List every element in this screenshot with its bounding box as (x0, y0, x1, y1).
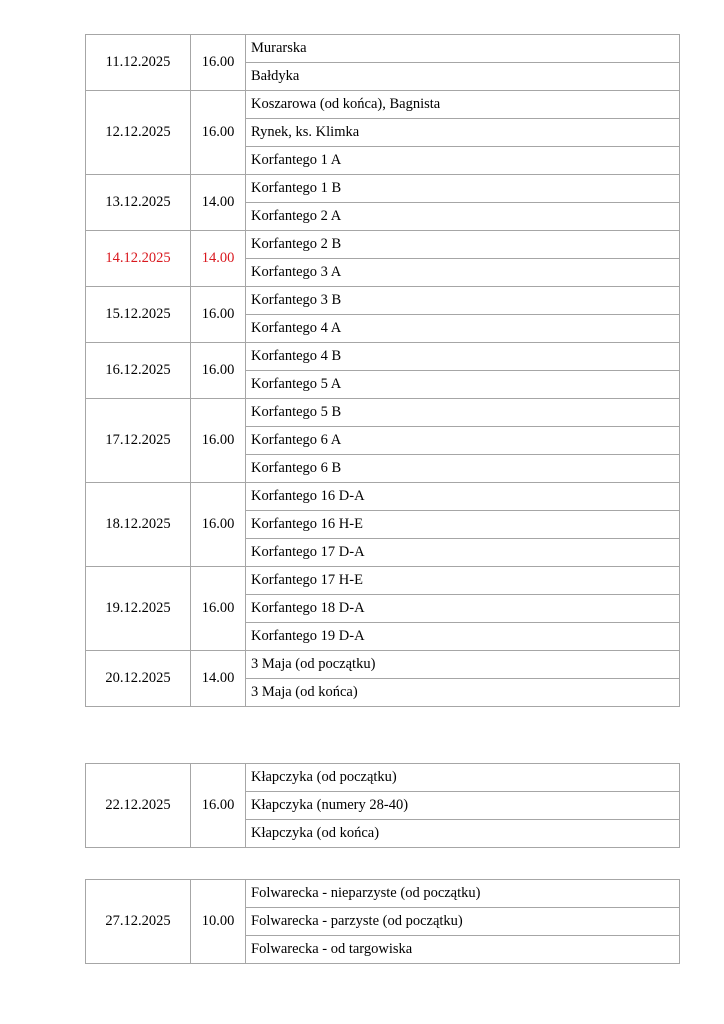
table-row (86, 35, 680, 63)
time-cell: 14.00 (191, 651, 246, 707)
street-cell: Korfantego 6 B (246, 455, 680, 483)
date-cell: 27.12.2025 (86, 880, 191, 964)
street-cell: Korfantego 4 A (246, 315, 680, 343)
table-row (86, 175, 680, 203)
street-cell: Folwarecka - parzyste (od początku) (246, 908, 680, 936)
date-cell: 15.12.2025 (86, 287, 191, 343)
street-cell: 3 Maja (od końca) (246, 679, 680, 707)
table-row (86, 91, 680, 119)
time-cell: 14.00 (191, 175, 246, 231)
street-cell: Korfantego 2 B (246, 231, 680, 259)
street-cell: Korfantego 19 D-A (246, 623, 680, 651)
street-cell: Korfantego 16 H-E (246, 511, 680, 539)
date-cell: 17.12.2025 (86, 399, 191, 483)
time-cell: 16.00 (191, 483, 246, 567)
date-cell: 13.12.2025 (86, 175, 191, 231)
street-cell: Kłapczyka (od końca) (246, 820, 680, 848)
time-cell: 14.00 (191, 231, 246, 287)
date-cell: 20.12.2025 (86, 651, 191, 707)
street-cell: Korfantego 3 B (246, 287, 680, 315)
street-cell: Korfantego 2 A (246, 203, 680, 231)
street-cell: Korfantego 17 H-E (246, 567, 680, 595)
schedule-table-2 (85, 763, 680, 848)
street-cell: Bałdyka (246, 63, 680, 91)
table-row (86, 483, 680, 511)
date-cell: 19.12.2025 (86, 567, 191, 651)
time-cell: 16.00 (191, 91, 246, 175)
schedule-table-3 (85, 879, 680, 964)
street-cell: Folwarecka - od targowiska (246, 936, 680, 964)
date-cell: 16.12.2025 (86, 343, 191, 399)
time-cell: 16.00 (191, 764, 246, 848)
time-cell: 16.00 (191, 287, 246, 343)
time-cell: 10.00 (191, 880, 246, 964)
date-cell: 18.12.2025 (86, 483, 191, 567)
street-cell: Korfantego 1 B (246, 175, 680, 203)
street-cell: Korfantego 16 D-A (246, 483, 680, 511)
street-cell: Korfantego 18 D-A (246, 595, 680, 623)
street-cell: Korfantego 5 B (246, 399, 680, 427)
date-cell: 14.12.2025 (86, 231, 191, 287)
table-row (86, 880, 680, 908)
time-cell: 16.00 (191, 567, 246, 651)
time-cell: 16.00 (191, 35, 246, 91)
street-cell: Korfantego 6 A (246, 427, 680, 455)
street-cell: Korfantego 3 A (246, 259, 680, 287)
date-cell: 22.12.2025 (86, 764, 191, 848)
street-cell: Folwarecka - nieparzyste (od początku) (246, 880, 680, 908)
street-cell: 3 Maja (od początku) (246, 651, 680, 679)
table-row (86, 343, 680, 371)
street-cell: Korfantego 5 A (246, 371, 680, 399)
table-row (86, 764, 680, 792)
street-cell: Murarska (246, 35, 680, 63)
street-cell: Korfantego 17 D-A (246, 539, 680, 567)
schedule-table-1 (85, 34, 680, 707)
time-cell: 16.00 (191, 399, 246, 483)
street-cell: Rynek, ks. Klimka (246, 119, 680, 147)
time-cell: 16.00 (191, 343, 246, 399)
table-row (86, 399, 680, 427)
table-row (86, 651, 680, 679)
table-row (86, 231, 680, 259)
street-cell: Korfantego 1 A (246, 147, 680, 175)
table-row (86, 287, 680, 315)
street-cell: Korfantego 4 B (246, 343, 680, 371)
date-cell: 11.12.2025 (86, 35, 191, 91)
street-cell: Kłapczyka (numery 28-40) (246, 792, 680, 820)
table-row (86, 567, 680, 595)
date-cell: 12.12.2025 (86, 91, 191, 175)
street-cell: Kłapczyka (od początku) (246, 764, 680, 792)
street-cell: Koszarowa (od końca), Bagnista (246, 91, 680, 119)
